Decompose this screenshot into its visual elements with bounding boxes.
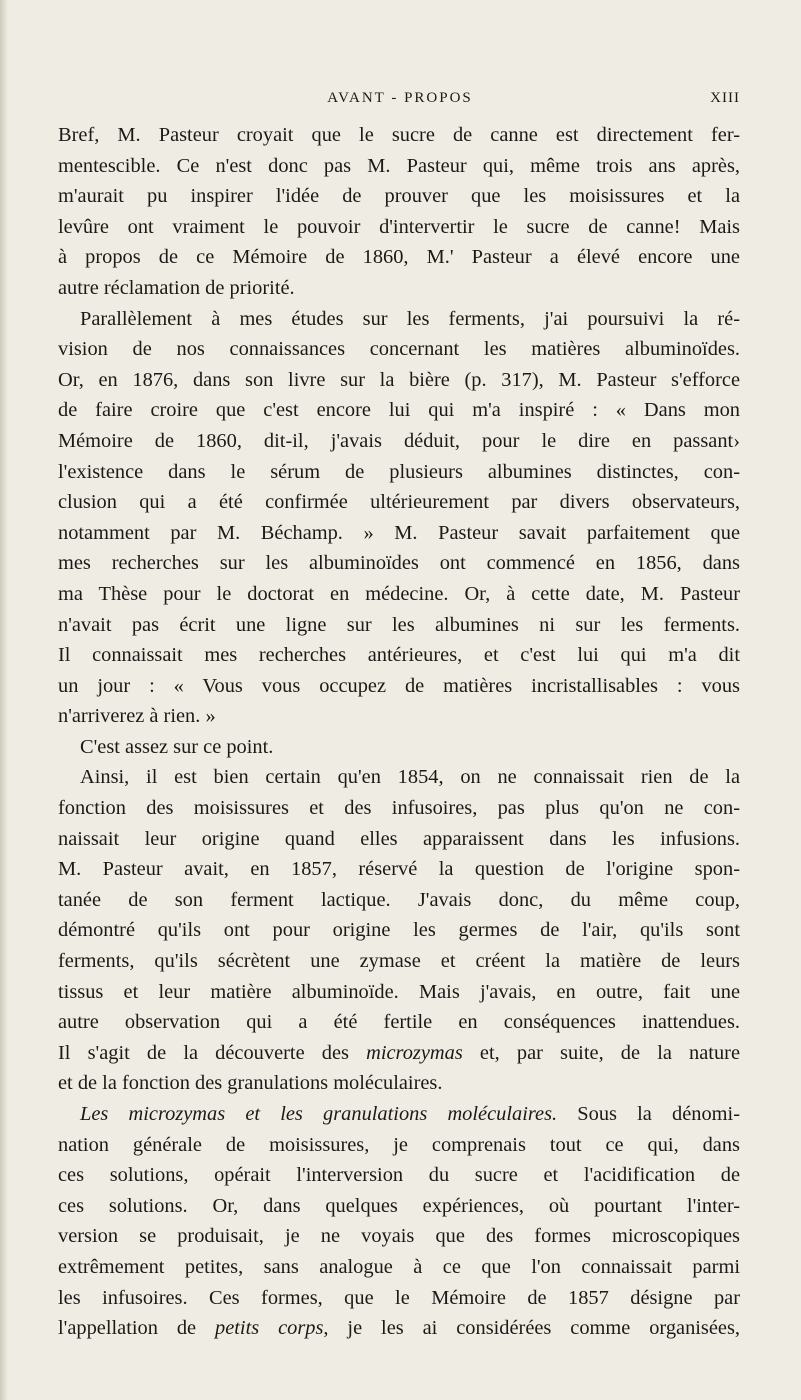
text-line: clusion qui a été confirmée ultérieurement par divers observateurs, (58, 491, 740, 514)
text-line: C'est assez sur ce point. (80, 735, 274, 758)
text-line (58, 1313, 740, 1344)
text-line: à propos de ce Mémoire de 1860, M.' Pasteur a élevé encore une (58, 246, 740, 269)
text-line: l'existence dans le sérum de plusieurs albumines distinctes, con- (58, 460, 740, 483)
text-line: ces solutions. Or, dans quelques expériences, où pourtant l'inter- (58, 1194, 740, 1217)
text-run: , je les ai considérées comme organisées, (323, 1317, 741, 1340)
text-line: n'avait pas écrit une ligne sur les albumines ni sur les ferments. (58, 613, 740, 636)
text-run: Il s'agit de la découverte des (58, 1041, 367, 1064)
page-number: XIII (710, 90, 740, 106)
text-line: ces solutions, opérait l'interversion du sucre et l'acidification de (58, 1164, 740, 1187)
text-line: de faire croire que c'est encore lui qui m'a inspiré : « Dans mon (58, 399, 740, 422)
running-title: AVANT - PROPOS (327, 90, 473, 106)
text-line: Il connaissait mes recherches antérieures, et c'est lui qui m'a dit (58, 644, 740, 667)
text-line: ma Thèse pour le doctorat en médecine. Or, à cette date, M. Pasteur (58, 582, 740, 605)
text-line: version se produisait, je ne voyais que des formes microscopiques (58, 1225, 740, 1248)
italic-term: microzymas (366, 1041, 463, 1064)
text-line: Ainsi, il est bien certain qu'en 1854, on ne connaissait rien de la (80, 766, 740, 789)
italic-term: petits corps (215, 1317, 324, 1340)
text-line: levûre ont vraiment le pouvoir d'intervertir le sucre de canne! Mais (58, 215, 740, 238)
text-line: n'arriverez à rien. » (58, 705, 216, 728)
text-run: l'appellation de (58, 1317, 216, 1340)
text-line: Or, en 1876, dans son livre sur la bière (p. 317), M. Pasteur s'efforce (58, 368, 740, 391)
text-line: et de la fonction des granulations moléculaires. (58, 1072, 443, 1095)
text-line: Parallèlement à mes études sur les ferments, j'ai poursuivi la ré- (80, 307, 740, 330)
text-line: les infusoires. Ces formes, que le Mémoire de 1857 désigne par (58, 1286, 740, 1309)
text-line: tanée de son ferment lactique. J'avais donc, du même coup, (58, 888, 740, 911)
text-line: m'aurait pu inspirer l'idée de prouver que les moisissures et la (58, 185, 740, 208)
body-text (58, 120, 740, 1344)
text-line: vision de nos connaissances concernant les matières albuminoïdes. (58, 338, 740, 361)
text-line: un jour : « Vous vous occupez de matières incristallisables : vous (58, 674, 740, 697)
text-line (58, 1099, 740, 1130)
section-heading: Les microzymas et les granulations moléculaires. (80, 1103, 558, 1125)
text-line: autre observation qui a été fertile en conséquences inattendues. (58, 1011, 740, 1034)
page-binding-edge (0, 0, 8, 1400)
text-line: Bref, M. Pasteur croyait que le sucre de canne est directement fer- (58, 124, 740, 146)
text-line: M. Pasteur avait, en 1857, réservé la question de l'origine spon- (58, 858, 740, 881)
text-line: fonction des moisissures et des infusoires, pas plus qu'on ne con- (58, 797, 740, 820)
text-line: nation générale de moisissures, je comprenais tout ce qui, dans (58, 1133, 740, 1156)
text-line: naissait leur origine quand elles apparaissent dans les infusions. (58, 827, 740, 850)
text-line: Mémoire de 1860, dit-il, j'avais déduit, pour le dire en passant› (58, 429, 740, 452)
text-line: démontré qu'ils ont pour origine les germes de l'air, qu'ils sont (58, 919, 740, 942)
text-run: et, par suite, de la nature (462, 1041, 741, 1064)
text-line: notamment par M. Béchamp. » M. Pasteur savait parfaitement que (58, 521, 740, 544)
text-line: ferments, qu'ils sécrètent une zymase et créent la matière de leurs (58, 950, 740, 973)
text-line: autre réclamation de priorité. (58, 276, 295, 299)
text-run: Sous la dénomi- (557, 1103, 740, 1125)
text-line: tissus et leur matière albuminoïde. Mais j'avais, en outre, fait une (58, 980, 740, 1003)
text-line: extrêmement petites, sans analogue à ce que l'on connaissait parmi (58, 1255, 740, 1278)
page-header (60, 90, 740, 114)
text-line (58, 1038, 740, 1069)
text-line: mes recherches sur les albuminoïdes ont commencé en 1856, dans (58, 552, 740, 575)
text-line: mentescible. Ce n'est donc pas M. Pasteur qui, même trois ans après, (58, 154, 740, 177)
